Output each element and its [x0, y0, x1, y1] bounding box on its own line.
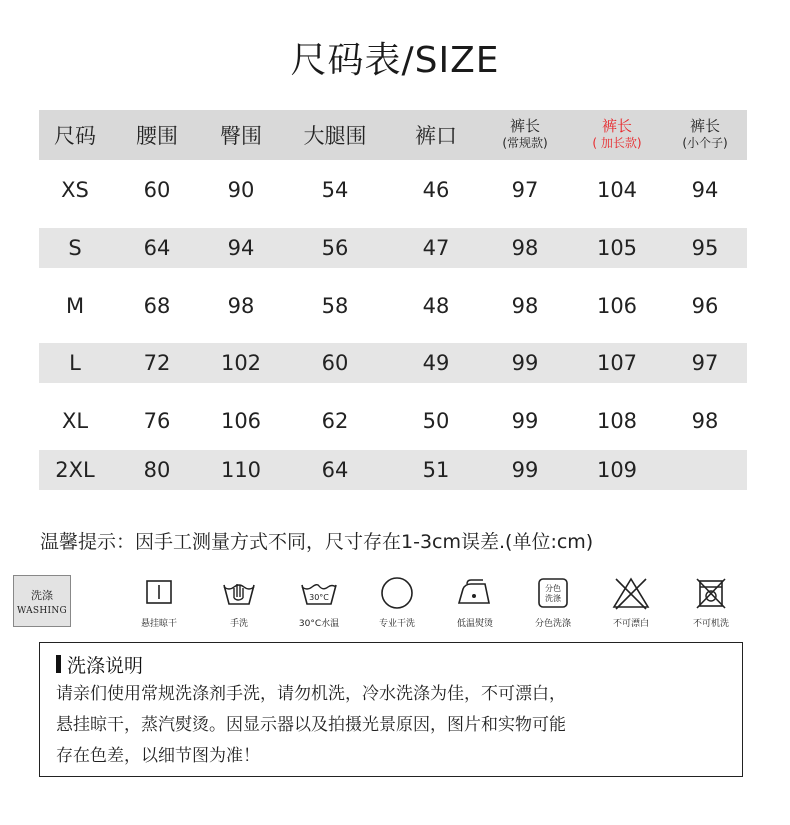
header-length-short-note: (小个子) [682, 136, 728, 150]
cell-thigh: 60 [321, 351, 349, 375]
instructions-line: 请亲们使用常规洗涤剂手洗，请勿机洗，冷水洗涤为佳，不可漂白， [56, 684, 566, 704]
cell-leg-opening: 46 [422, 178, 450, 202]
care-item [284, 572, 354, 632]
cell-length-long: 104 [596, 178, 638, 202]
cell-waist: 64 [143, 236, 171, 260]
separate-wash-text-2: 洗涤 [545, 594, 561, 603]
care-label: 手洗 [229, 619, 248, 629]
hand-wash-icon [221, 576, 257, 608]
header-length-long [569, 110, 665, 160]
cell-length-long: 107 [596, 351, 638, 375]
cell-length-short: 98 [691, 409, 719, 433]
care-item [676, 572, 746, 632]
instructions-line: 存在色差，以细节图为准！ [56, 746, 260, 766]
header-hip: 臀围 [220, 124, 262, 148]
cell-size: 2XL [55, 458, 95, 482]
care-item [124, 572, 194, 632]
care-item [518, 572, 588, 632]
washing-badge-subtitle: WASHING [16, 605, 68, 616]
header-length-long-label: 裤长 [601, 117, 632, 135]
care-label: 专业干洗 [378, 619, 415, 629]
header-length-long-note: ( 加长款) [592, 136, 642, 150]
care-label: 不可漂白 [612, 619, 649, 629]
care-label: 不可机洗 [692, 619, 729, 629]
cell-thigh: 62 [321, 409, 349, 433]
cell-length-short: 97 [691, 351, 719, 375]
cell-hip: 106 [220, 409, 262, 433]
cell-waist: 72 [143, 351, 171, 375]
no-bleach-icon [611, 576, 651, 610]
cell-waist: 60 [143, 178, 171, 202]
cell-leg-opening: 48 [422, 294, 450, 318]
cell-size: S [68, 236, 82, 260]
cell-waist: 80 [143, 458, 171, 482]
cell-length-regular: 98 [511, 236, 539, 260]
cell-length-short: 94 [691, 178, 719, 202]
cell-hip: 90 [227, 178, 255, 202]
header-length-short [665, 110, 745, 160]
table-header-row [39, 110, 747, 160]
care-icons [40, 572, 750, 632]
header-length-regular [481, 110, 569, 160]
cell-length-regular: 97 [511, 178, 539, 202]
cell-hip: 94 [227, 236, 255, 260]
cell-length-regular: 98 [511, 294, 539, 318]
cell-thigh: 56 [321, 236, 349, 260]
instructions-body [56, 679, 726, 772]
cell-hip: 98 [227, 294, 255, 318]
care-item [204, 572, 274, 632]
wash-temp-text: 30°C [309, 593, 329, 602]
table-row [39, 228, 747, 268]
cell-size: XL [61, 409, 89, 433]
cell-waist: 76 [143, 409, 171, 433]
table-row [39, 343, 747, 383]
washing-badge-title: 洗涤 [31, 588, 53, 602]
table-row [39, 401, 747, 441]
header-waist: 腰围 [136, 124, 178, 148]
dry-clean-icon [380, 576, 414, 610]
cell-thigh: 58 [321, 294, 349, 318]
low-iron-icon [455, 576, 495, 608]
cell-length-regular: 99 [511, 458, 539, 482]
cell-size: L [69, 351, 81, 375]
cell-length-regular: 99 [511, 351, 539, 375]
cell-length-short [665, 450, 745, 490]
header-thigh: 大腿围 [303, 124, 367, 148]
cell-thigh: 64 [321, 458, 349, 482]
instructions-heading [56, 651, 726, 677]
heading-bar [56, 655, 61, 673]
page-title: 尺码表/SIZE [290, 40, 500, 81]
care-item [440, 572, 510, 632]
cell-length-long: 108 [596, 409, 638, 433]
cell-hip: 110 [220, 458, 262, 482]
separate-wash-icon [536, 576, 570, 610]
instructions-line: 悬挂晾干，蒸汽熨烫。因显示器以及拍摄光景原因，图片和实物可能 [56, 715, 566, 735]
table-row [39, 170, 747, 210]
header-length-regular-note: (常规款) [502, 136, 548, 150]
cell-leg-opening: 50 [422, 409, 450, 433]
care-label: 低温熨烫 [456, 619, 493, 629]
cell-length-long: 105 [596, 236, 638, 260]
separate-wash-text-1: 分色 [545, 584, 561, 593]
care-label: 悬挂晾干 [140, 619, 177, 629]
hang-dry-icon [143, 576, 175, 608]
cell-length-long: 106 [596, 294, 638, 318]
cell-length-short: 95 [691, 236, 719, 260]
care-item [362, 572, 432, 632]
header-length-regular-label: 裤长 [509, 117, 540, 135]
cell-waist: 68 [143, 294, 171, 318]
cell-length-long: 109 [596, 458, 638, 482]
care-item [596, 572, 666, 632]
wash-30c-icon [299, 576, 339, 608]
header-leg-opening: 裤口 [415, 124, 457, 148]
care-label: 30°C水温 [298, 619, 340, 629]
cell-thigh: 54 [321, 178, 349, 202]
cell-leg-opening: 51 [422, 458, 450, 482]
cell-size: XS [61, 178, 89, 202]
cell-leg-opening: 49 [422, 351, 450, 375]
cell-size: M [65, 294, 85, 318]
measurement-note: 温馨提示：因手工测量方式不同，尺寸存在1-3cm误差.(单位:cm) [40, 531, 594, 553]
cell-length-regular: 99 [511, 409, 539, 433]
header-size: 尺码 [54, 124, 96, 148]
instructions-title: 洗涤说明 [67, 654, 144, 677]
washing-instructions [39, 642, 743, 777]
cell-hip: 102 [220, 351, 262, 375]
care-label: 分色洗涤 [534, 619, 571, 629]
cell-leg-opening: 47 [422, 236, 450, 260]
header-length-short-label: 裤长 [689, 117, 720, 135]
table-row [39, 450, 747, 490]
no-machine-wash-icon [694, 576, 728, 610]
table-row [39, 286, 747, 326]
cell-length-short: 96 [691, 294, 719, 318]
